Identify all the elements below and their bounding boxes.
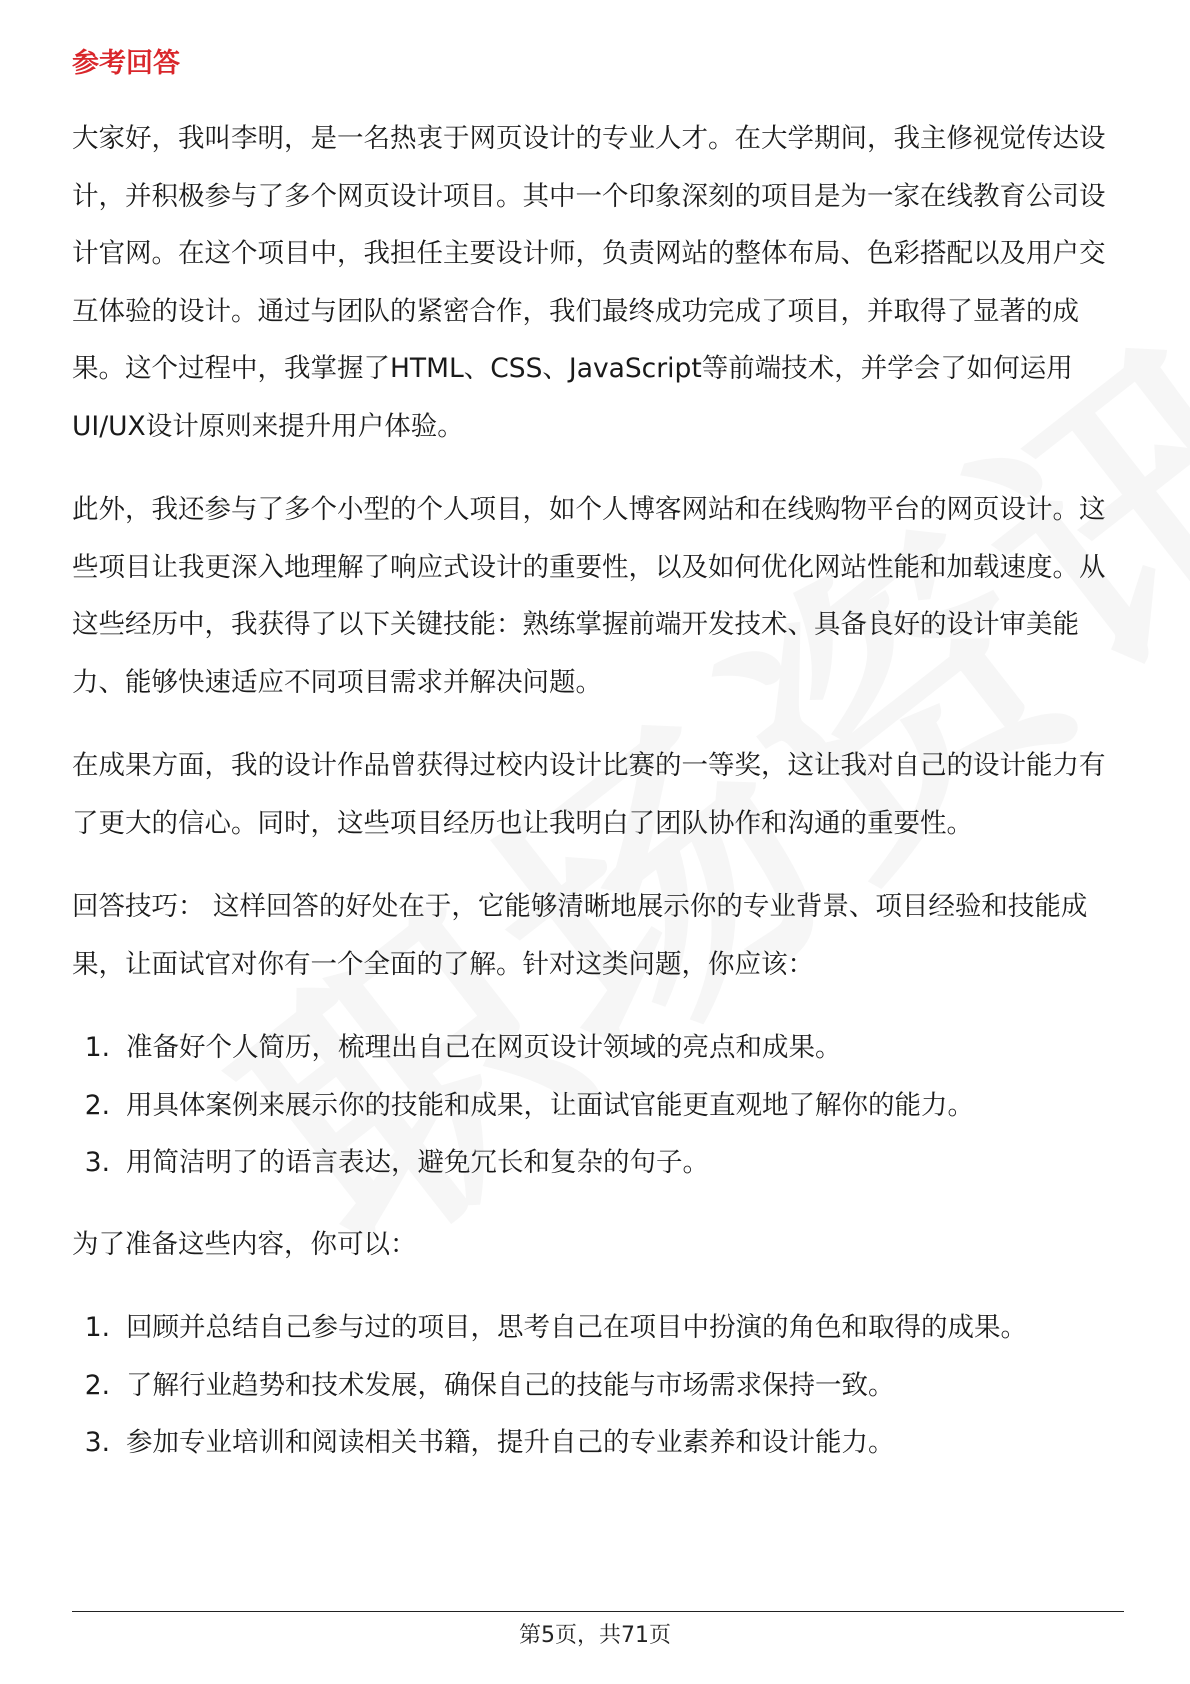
paragraph-tips: 回答技巧： 这样回答的好处在于，它能够清晰地展示你的专业背景、项目经验和技能成果，让面试官对你有一个全面的了解。针对这类问题，你应该：: [72, 891, 1088, 980]
list-item: [72, 1414, 1122, 1472]
list-item: [72, 1357, 1122, 1415]
preparation-list: [72, 1299, 1122, 1472]
list-item-text: 参加专业培训和阅读相关书籍，提升自己的专业素养和设计能力。: [126, 1427, 895, 1458]
paragraph-experience: 此外，我还参与了多个小型的个人项目，如个人博客网站和在线购物平台的网页设计。这些项目让我更深入地理解了响应式设计的重要性，以及如何优化网站性能和加载速度。从这些经历中，我获得了以下关键技能：熟练掌握前端开发技术、具备良好的设计审美能力、能够快速适应不同项目需求并解决问题。: [72, 494, 1106, 698]
list-item-number: 3.: [84, 1147, 110, 1178]
list-item-text: 准备好个人简历，梳理出自己在网页设计领域的亮点和成果。: [126, 1032, 842, 1063]
list-item-text: 了解行业趋势和技术发展，确保自己的技能与市场需求保持一致。: [126, 1369, 895, 1401]
section-heading: 参考回答: [72, 48, 180, 79]
list-item-text: 用具体案例来展示你的技能和成果，让面试官能更直观地了解你的能力。: [126, 1089, 974, 1121]
list-item-text: 用简洁明了的语言表达，避免冗长和复杂的句子。: [126, 1147, 709, 1178]
list-item: [72, 1299, 1122, 1357]
list-item-number: 1.: [84, 1032, 110, 1063]
list-item: [72, 1019, 1122, 1077]
list-item: [72, 1134, 1122, 1192]
tips-list: [72, 1019, 1122, 1192]
list-item: [72, 1077, 1122, 1135]
list-item-text: 回顾并总结自己参与过的项目，思考自己在项目中扮演的角色和取得的成果。: [126, 1312, 1027, 1343]
footer-divider: [72, 1611, 1124, 1612]
list-item-number: 1.: [84, 1312, 110, 1343]
list-item-number: 2.: [84, 1089, 110, 1121]
list-item-number: 2.: [84, 1369, 110, 1401]
paragraph-achievements: 在成果方面，我的设计作品曾获得过校内设计比赛的一等奖，这让我对自己的设计能力有了更大的信心。同时，这些项目经历也让我明白了团队协作和沟通的重要性。: [72, 750, 1106, 839]
list-item-number: 3.: [84, 1427, 110, 1458]
paragraph-preparation: 为了准备这些内容，你可以：: [72, 1228, 417, 1260]
page-number: 第5页，共71页: [519, 1623, 671, 1648]
document-body: [72, 44, 1122, 1496]
paragraph-intro: 大家好，我叫李明，是一名热衷于网页设计的专业人才。在大学期间，我主修视觉传达设计，并积极参与了多个网页设计项目。其中一个印象深刻的项目是为一家在线教育公司设计官网。在这个项目中，我担任主要设计师，负责网站的整体布局、色彩搭配以及用户交互体验的设计。通过与团队的紧密合作，我们最终成功完成了项目，并取得了显著的成果。这个过程中，我掌握了HTML、CSS、JavaScript等前端技术，并学会了如何运用UI/UX设计原则来提升用户体验。: [72, 123, 1106, 442]
